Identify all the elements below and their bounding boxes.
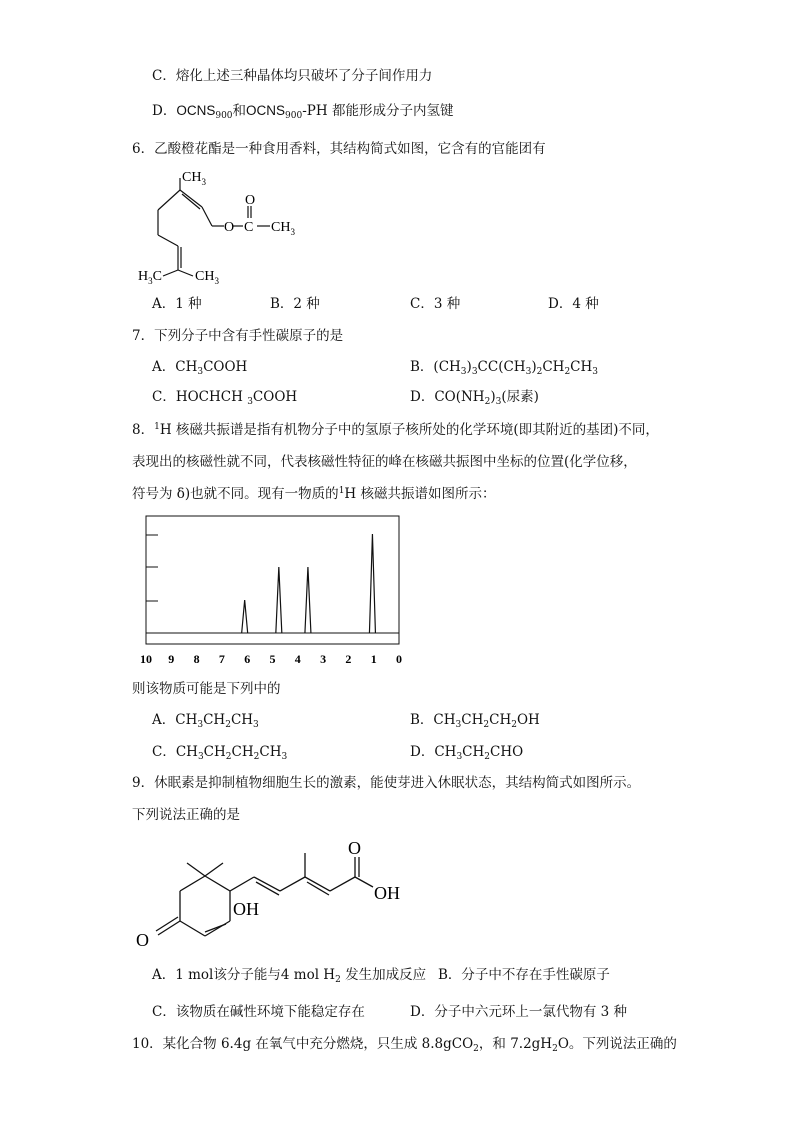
nmr-peak-1	[242, 600, 248, 633]
nmr-peak-4	[369, 534, 375, 633]
neryl-acetate-structure	[130, 160, 320, 290]
ketone-o-label: O	[136, 930, 149, 950]
x-tick-label: 9	[168, 652, 175, 666]
acid-carbonyl-o-label: O	[348, 838, 361, 858]
ch3-bottom-label: $CH_3$	[195, 269, 219, 286]
q6-option-c: C．3 种	[410, 296, 461, 312]
q8-option-c: C．$CH_3CH_2CH_2CH_3$	[152, 744, 288, 762]
ester-oxygen-label: O	[224, 220, 235, 235]
q8-stem-line2: 表现出的核磁性就不同，代表核磁性特征的峰在核磁共振图中坐标的位置(化学位移，	[132, 454, 637, 470]
q8-stem-line3: 符号为 δ)也就不同。现有一物质的$^1$H 核磁共振谱如图所示：	[132, 486, 496, 502]
acid-oh-label: OH	[374, 883, 400, 903]
ch3-top-label: $CH_3$	[182, 170, 206, 187]
q10-stem: 10．某化合物 6.4g 在氧气中充分燃烧，只生成 8.8gCO$_2$，和 $7.2gH_2O$。下列说法正确的	[132, 1036, 677, 1054]
q7-option-d: D．$CO(NH_2)_3$(尿素)	[410, 389, 539, 407]
q7-option-c: C．HOCHCH $_3$COOH	[152, 389, 298, 407]
q6-option-d: D．4 种	[548, 296, 599, 312]
carbonyl-oxygen-label: O	[245, 193, 256, 208]
x-tick-label: 2	[345, 652, 352, 666]
q9-stem-line2: 下列说法正确的是	[132, 807, 240, 823]
q9-option-a: A．1 mol该分子能与4 mol $H_2$ 发生加成反应	[152, 967, 427, 985]
ring-oh-label: OH	[233, 899, 259, 919]
x-tick-label: 4	[294, 652, 301, 666]
nmr-peak-3	[305, 567, 311, 633]
q9-option-c: C．该物质在碱性环境下能稳定存在	[152, 1004, 365, 1020]
q9-option-d: D．分子中六元环上一氯代物有 3 种	[410, 1004, 627, 1020]
carbon-label: C	[244, 220, 254, 235]
x-tick-label: 7	[218, 652, 225, 666]
q5-option-c: C．熔化上述三种晶体均只破坏了分子间作用力	[152, 68, 433, 84]
h3c-label: $H_3C$	[138, 269, 162, 286]
x-tick-label: 10	[140, 652, 152, 666]
q6-option-b: B．2 种	[270, 296, 320, 312]
q8-after-text: 则该物质可能是下列中的	[132, 681, 281, 697]
x-tick-label: 8	[193, 652, 200, 666]
q9-stem-line1: 9．休眠素是抑制植物细胞生长的激素，能使芽进入休眠状态，其结构简式如图所示。	[132, 775, 641, 791]
q8-option-b: B．$CH_3CH_2CH_2OH$	[410, 712, 540, 730]
nmr-spectrum-chart	[138, 510, 410, 668]
x-tick-label: 6	[244, 652, 251, 666]
ch3-right-label: $CH_3$	[271, 220, 295, 237]
q9-option-b: B．分子中不存在手性碳原子	[438, 967, 610, 983]
chart-frame	[146, 516, 399, 644]
q6-stem: 6．乙酸橙花酯是一种食用香料，其结构简式如图，它含有的官能团有	[132, 141, 546, 157]
x-tick-label: 5	[269, 652, 276, 666]
q8-option-a: A．$CH_3CH_2CH_3$	[152, 712, 259, 730]
q7-option-a: A．$CH_3COOH$	[152, 359, 248, 377]
nmr-peak-2	[276, 567, 282, 633]
q7-stem: 7．下列分子中含有手性碳原子的是	[132, 328, 344, 344]
x-tick-label: 3	[320, 652, 327, 666]
q5-option-d: D．$OCNS_{900}$和$OCNS_{900}-PH$ 都能形成分子内氢键	[152, 103, 454, 121]
x-tick-label: 1	[370, 652, 377, 666]
x-tick-label: 0	[396, 652, 402, 666]
q6-option-a: A．1 种	[152, 296, 202, 312]
q8-stem-line1: 8．$^1$H 核磁共振谱是指有机物分子中的氢原子核所处的化学环境(即其附近的基团)不同，	[132, 422, 659, 438]
abscisic-acid-structure	[130, 835, 420, 955]
q7-option-b: B．$(CH_3)_3CC(CH_3)_2CH_2CH_3$	[410, 359, 599, 377]
q8-option-d: D．$CH_3CH_2CHO$	[410, 744, 524, 762]
